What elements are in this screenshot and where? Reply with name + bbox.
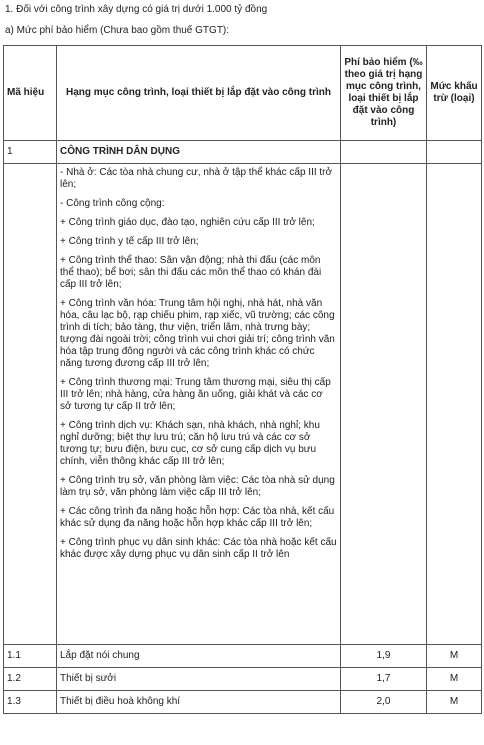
table-row bbox=[4, 691, 482, 714]
row-code: 1.3 bbox=[4, 691, 57, 714]
header-row bbox=[4, 46, 482, 141]
row-item: Lắp đặt nói chung bbox=[57, 645, 341, 668]
row-code: 1.2 bbox=[4, 668, 57, 691]
desc-line: + Công trình văn hóa: Trung tâm hội nghị, nhà hát, nhà văn hóa, câu lạc bộ, rạp chiếu phim, rạp xiếc, vũ trường; các công trình di tích; bảo tàng, thư viện, triển lãm, nhà trưng bày; tượng đài ngoài trời; công trình vui chơi giải trí; công trình văn hóa tập trung đông người và các công trình khác có chức năng tương đương cấp III trở lên; bbox=[60, 298, 335, 369]
table-row bbox=[4, 668, 482, 691]
row-deductible: M bbox=[427, 691, 482, 714]
insurance-rate-table bbox=[3, 45, 482, 714]
row-code: 1.1 bbox=[4, 645, 57, 668]
header-item: Hạng mục công trình, loại thiết bị lắp đặt vào công trình bbox=[57, 46, 341, 141]
row-item: Thiết bị sưởi bbox=[57, 668, 341, 691]
row-deductible: M bbox=[427, 668, 482, 691]
row-item: Thiết bị điều hoà không khí bbox=[57, 691, 341, 714]
desc-line: + Công trình phục vụ dân sinh khác: Các tòa nhà hoặc kết cấu khác được xây dựng phục vụ dân sinh cấp II trở lên bbox=[60, 537, 337, 560]
header-rate: Phí bảo hiểm (‰ theo giá trị hạng mục công trình, loại thiết bị lắp đặt vào công trình) bbox=[341, 46, 427, 141]
desc-line: + Công trình thể thao: Sân vận động; nhà thi đấu (các môn thể thao); bể bơi; sân thi đấu các môn thể thao có khán đài cấp III trở lên; bbox=[60, 255, 322, 290]
desc-line: + Công trình trụ sở, văn phòng làm việc: Các tòa nhà sử dụng làm trụ sở, văn phòng làm việc cấp III trở lên; bbox=[60, 475, 335, 498]
desc-line: - Công trình công cộng: bbox=[60, 198, 165, 209]
desc-line: + Công trình y tế cấp III trở lên; bbox=[60, 236, 199, 247]
description-row bbox=[4, 164, 482, 645]
section-row bbox=[4, 141, 482, 164]
header-deductible: Mức khấu trừ (loại) bbox=[427, 46, 482, 141]
header-code: Mã hiệu bbox=[4, 46, 57, 141]
desc-line: + Công trình giáo dục, đào tạo, nghiên cứu cấp III trở lên; bbox=[60, 217, 315, 228]
desc-line: + Công trình dịch vụ: Khách sạn, nhà khách, nhà nghỉ; khu nghỉ dưỡng; biệt thự lưu trú; căn hộ lưu trú và các cơ sở tương tự; bưu điện, bưu cục, cơ sở cung cấp dịch vụ bưu chính, viễn thông khác cấp III trở lên; bbox=[60, 420, 320, 467]
sub-heading: a) Mức phí bảo hiểm (Chưa bao gồm thuế GTGT): bbox=[5, 25, 230, 36]
description-cell bbox=[57, 164, 341, 645]
page-heading: 1. Đối với công trình xây dựng có giá trị dưới 1.000 tỷ đồng bbox=[5, 4, 268, 15]
desc-line: - Nhà ở: Các tòa nhà chung cư, nhà ở tập thể khác cấp III trở lên; bbox=[60, 167, 333, 190]
desc-line: + Công trình thương mại: Trung tâm thương mại, siêu thị cấp III trở lên; nhà hàng, cửa hàng ăn uống, giải khát và các cơ sở tương tự cấp II trở lên; bbox=[60, 377, 331, 412]
row-rate: 1,7 bbox=[341, 668, 427, 691]
table-row bbox=[4, 645, 482, 668]
row-rate: 2,0 bbox=[341, 691, 427, 714]
row-rate: 1,9 bbox=[341, 645, 427, 668]
desc-line: + Các công trình đa năng hoặc hỗn hợp: Các tòa nhà, kết cấu khác sử dụng đa năng hoặc hỗn hợp khác cấp III trở lên; bbox=[60, 506, 335, 529]
section-title: CÔNG TRÌNH DÂN DỤNG bbox=[57, 141, 341, 164]
row-deductible: M bbox=[427, 645, 482, 668]
section-code: 1 bbox=[4, 141, 57, 164]
